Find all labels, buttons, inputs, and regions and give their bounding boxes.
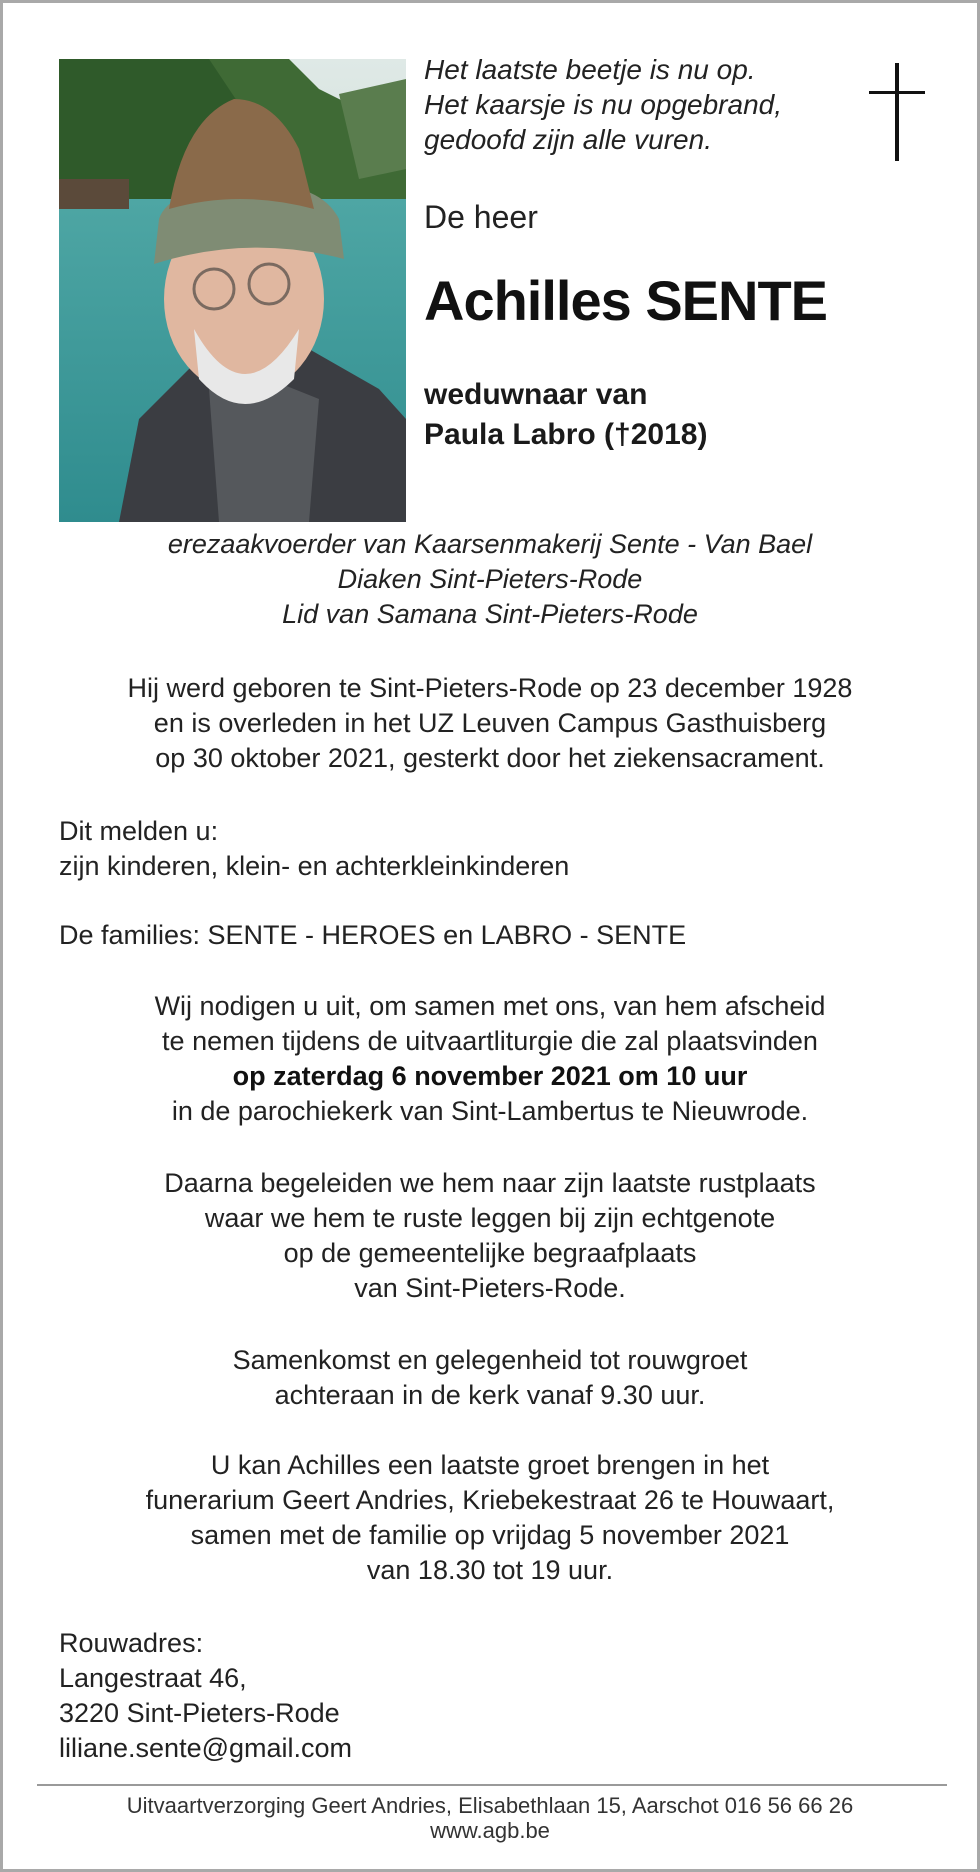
text-line: U kan Achilles een laatste groet brengen in het: [210, 1450, 770, 1480]
role-line: erezaakvoerder van Kaarsenmakerij Sente - Van Bael: [167, 529, 813, 559]
salutation: De heer: [424, 199, 538, 235]
text-line: van Sint-Pieters-Rode.: [354, 1273, 626, 1303]
text-line: Wij nodigen u uit, om samen met ons, van hem afscheid: [154, 991, 826, 1021]
invitation-paragraph: [3, 989, 977, 1129]
text-line: funerarium Geert Andries, Kriebekestraat 26 te Houwaart,: [145, 1485, 835, 1515]
footer-divider: [37, 1784, 947, 1786]
text-line: Dit melden u:: [59, 816, 219, 846]
poem: [424, 52, 782, 157]
address-label: Rouwadres:: [59, 1628, 204, 1658]
text-line: Daarna begeleiden we hem naar zijn laatste rustplaats: [164, 1168, 816, 1198]
text-line: Samenkomst en gelegenheid tot rouwgroet: [232, 1345, 748, 1375]
portrait-photo: [59, 59, 406, 522]
families: De families: SENTE - HEROES en LABRO - SENTE: [59, 920, 687, 950]
text-line: op 30 oktober 2021, gesterkt door het ziekensacrament.: [155, 743, 825, 773]
burial-paragraph: [3, 1166, 977, 1306]
spouse-line: weduwnaar van: [424, 378, 648, 411]
text-line: en is overleden in het UZ Leuven Campus Gasthuisberg: [153, 708, 827, 738]
poem-line: Het kaarsje is nu opgebrand,: [424, 89, 782, 120]
spouse-info: [424, 375, 707, 455]
spouse-line: Paula Labro (†2018): [424, 418, 708, 451]
text-line: Hij werd geboren te Sint-Pieters-Rode op 23 december 1928: [127, 673, 853, 703]
footer: [3, 1793, 977, 1843]
text-line: op de gemeentelijke begraafplaats: [283, 1238, 697, 1268]
text-line: in de parochiekerk van Sint-Lambertus te Nieuwrode.: [171, 1096, 809, 1126]
funeral-director: Uitvaartverzorging Geert Andries, Elisabethlaan 15, Aarschot 016 56 66 26: [126, 1793, 854, 1818]
address-city: 3220 Sint-Pieters-Rode: [59, 1698, 340, 1728]
ceremony-date: op zaterdag 6 november 2021 om 10 uur: [232, 1061, 748, 1091]
website: www.agb.be: [430, 1818, 550, 1843]
role-line: Diaken Sint-Pieters-Rode: [337, 564, 643, 594]
text-line: samen met de familie op vrijdag 5 november 2021: [190, 1520, 790, 1550]
gathering-paragraph: [3, 1343, 977, 1413]
funerarium-paragraph: [3, 1448, 977, 1588]
mourning-address: [59, 1626, 352, 1766]
text-line: waar we hem te ruste leggen bij zijn echtgenote: [204, 1203, 776, 1233]
role-line: Lid van Samana Sint-Pieters-Rode: [282, 599, 698, 629]
text-line: achteraan in de kerk vanaf 9.30 uur.: [274, 1380, 706, 1410]
poem-line: gedoofd zijn alle vuren.: [424, 124, 712, 155]
roles: [3, 527, 977, 632]
birth-death-paragraph: [3, 671, 977, 776]
address-email: liliane.sente@gmail.com: [59, 1733, 353, 1763]
text-line: te nemen tijdens de uitvaartliturgie die zal plaatsvinden: [162, 1026, 818, 1056]
text-line: zijn kinderen, klein- en achterkleinkinderen: [59, 851, 570, 881]
announcers: [59, 814, 569, 884]
poem-line: Het laatste beetje is nu op.: [424, 54, 756, 85]
deceased-name: Achilles SENTE: [424, 269, 828, 332]
address-street: Langestraat 46,: [59, 1663, 247, 1693]
text-line: van 18.30 tot 19 uur.: [366, 1555, 614, 1585]
cross-icon: [867, 63, 927, 163]
